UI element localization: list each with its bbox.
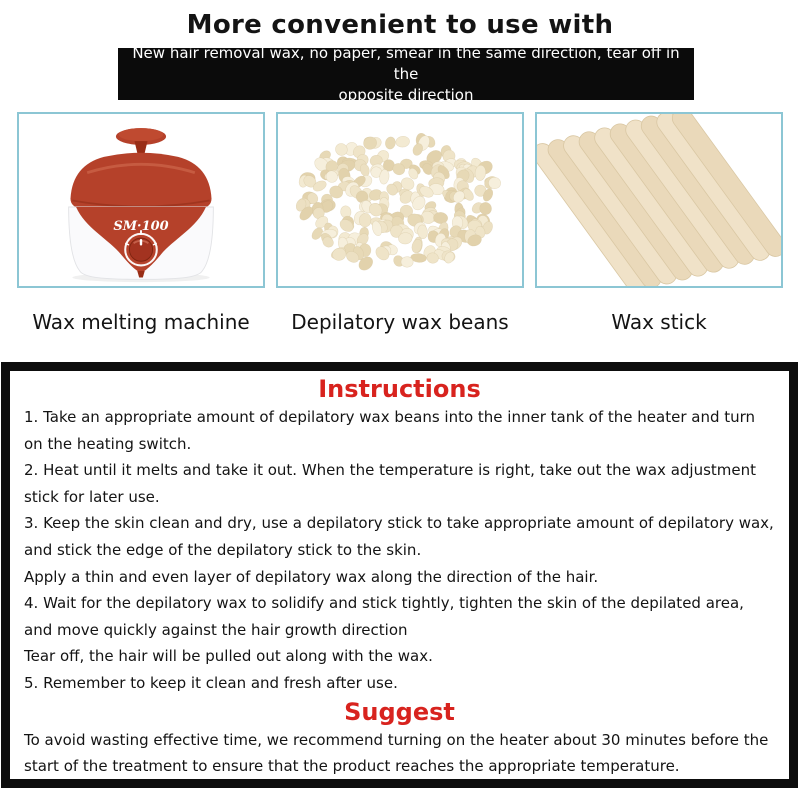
instruction-step-3: 3. Keep the skin clean and dry, use a depilatory stick to take appropriate amount of depilatory wax, and stick the edge of the depilatory stick to the skin.: [24, 514, 774, 559]
info-banner: [118, 43, 694, 104]
instruction-step-5: 5. Remember to keep it clean and fresh after use.: [24, 673, 398, 692]
product-image-row: [17, 112, 783, 288]
info-banner-line2: opposite direction: [338, 85, 474, 104]
machine-logo: SM·100: [113, 218, 169, 234]
depilatory-wax-beans-image: [281, 116, 519, 284]
suggest-text: To avoid wasting effective time, we recommend turning on the heater about 30 minutes before the start of the treatment to ensure that the product reaches the appropriate temperature.: [24, 730, 769, 776]
product-card-wax-sticks: [535, 112, 783, 288]
instructions-heading: Instructions: [318, 375, 481, 403]
product-label-depilatory-wax-beans: Depilatory wax beans: [291, 310, 509, 334]
wax-sticks-image: [537, 114, 781, 286]
instruction-step-1: 1. Take an appropriate amount of depilatory wax beans into the inner tank of the heater and turn on the heating switch.: [24, 408, 756, 453]
product-label-wax-melting-machine: Wax melting machine: [32, 310, 250, 334]
product-card-depilatory-wax-beans: [276, 112, 524, 288]
page-title: More convenient to use with: [186, 10, 614, 40]
instruction-step-2: 2. Heat until it melts and take it out. When the temperature is right, take out the wax adjustment stick for later use.: [24, 461, 757, 506]
instructions-panel: [1, 362, 798, 788]
product-card-wax-melting-machine: [17, 112, 265, 288]
instruction-step-tear-off: Tear off, the hair will be pulled out along with the wax.: [24, 647, 433, 666]
instruction-step-4: 4. Wait for the depilatory wax to solidify and stick tightly, tighten the skin of the depilated area, and move quickly against the hair growth direction: [24, 594, 744, 639]
product-label-wax-stick: Wax stick: [611, 310, 707, 334]
instruction-step-apply: Apply a thin and even layer of depilatory wax along the direction of the hair.: [24, 567, 599, 586]
wax-melting-machine-image: [48, 117, 234, 284]
suggest-heading: Suggest: [344, 697, 455, 726]
info-banner-line1: New hair removal wax, no paper, smear in the same direction, tear off in the: [132, 43, 680, 83]
product-label-row: [17, 310, 783, 334]
